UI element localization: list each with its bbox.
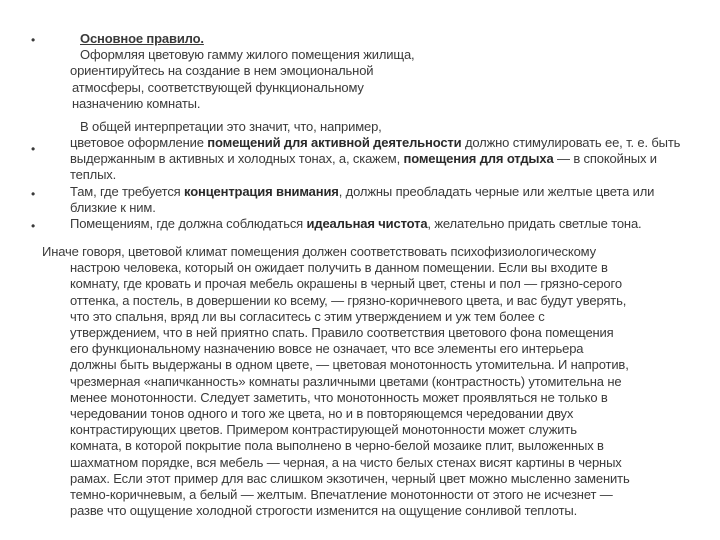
- bullet-dot: •: [31, 142, 36, 156]
- paragraph-line: темно-коричневым, а белый — желтым. Впечатление монотонности от этого не исчезнет —: [70, 487, 613, 503]
- item-text: , желательно придать светлые тона.: [427, 216, 642, 231]
- paragraph-line: утверждением, что в ней приятно спать. Правило соответствия цветового фона помещения: [70, 325, 614, 341]
- item-text: Там, где требуется: [70, 184, 185, 199]
- paragraph-line: должны быть выдержаны в одном цвете, — цветовая монотонность утомительна. И напротив,: [70, 357, 629, 373]
- example-item-concentration: [70, 184, 682, 216]
- paragraph-line: менее монотонности. Следует заметить, что монотонность может проявляться не только в: [70, 389, 608, 405]
- paragraph-line: настрою человека, который он ожидает получить в данном помещении. Если вы входите в: [70, 260, 608, 276]
- paragraph-line: чрезмерная «напичканность» комнаты различными цветами (контрастность) утомительна не: [70, 373, 622, 389]
- paragraph-line: рамах. Если этот пример для вас слишком экзотичен, черный цвет можно мысленно заменить: [70, 470, 630, 486]
- examples-intro: В общей интерпретации это значит, что, например,: [80, 119, 382, 134]
- example-item-active: [70, 135, 682, 184]
- paragraph-line: контрастирующих цветов. Примером контрастирующей монотонности может служить: [70, 422, 577, 438]
- bullet-dot: •: [31, 33, 36, 47]
- rule-line: назначению комнаты.: [72, 95, 201, 111]
- bullet-dot: •: [31, 219, 36, 233]
- paragraph-line: чередовании тонов одного и того же цвета, но и в повторяющемся чередовании двух: [70, 406, 574, 422]
- item-text: должно стимулировать ее, т. е. быть выдержанным в активных и холодных тонах, а, скажем,: [70, 135, 681, 167]
- rule-line: Оформляя цветовую гамму жилого помещения жилища,: [80, 47, 415, 63]
- rule-block: [70, 31, 490, 112]
- item-emphasis: помещения для отдыха: [403, 151, 554, 167]
- bullet-dot: •: [31, 187, 36, 201]
- paragraph-line: его функциональному назначению вовсе не означает, что все элементы его интерьера: [70, 341, 584, 357]
- body-paragraph: [42, 244, 682, 519]
- paragraph-line: разве что ощущение холодной строгости изменится на ощущение сонливой теплоты.: [70, 503, 578, 519]
- rule-heading: Основное правило.: [80, 31, 204, 46]
- rule-line: атмосферы, соответствующей функциональному: [72, 79, 364, 95]
- item-emphasis: концентрация внимания: [184, 184, 339, 199]
- item-emphasis: идеальная чистота: [306, 216, 428, 231]
- paragraph-line: шахматном порядке, вся мебель — черная, а на чисто белых стенах висят картины в черных: [70, 454, 622, 470]
- item-text: , должны преобладать черные или желтые цвета или близкие к ним.: [70, 184, 655, 216]
- item-emphasis: помещений для активной деятельности: [207, 135, 462, 150]
- paragraph-line: что это спальня, вряд ли вы согласитесь с этим утверждением и уж тем более с: [70, 308, 545, 324]
- paragraph-line: Иначе говоря, цветовой климат помещения должен соответствовать психофизиологическому: [42, 244, 596, 259]
- paragraph-line: комната, в которой покрытие пола выполнено в черно-белой мозаике плит, выложенных в: [70, 438, 604, 454]
- item-text: — в спокойных и теплых.: [70, 151, 657, 183]
- item-text: Помещениям, где должна соблюдаться: [70, 216, 307, 231]
- paragraph-line: комнату, где кровать и прочая мебель окрашены в черный цвет, стены и пол — грязно-серого: [70, 276, 622, 292]
- paragraph-line: оттенка, а постель, в довершении ко всему, — грязно-коричневого цвета, и вас будут уверять,: [70, 292, 627, 308]
- rule-line: ориентируйтесь на создание в нем эмоциональной: [70, 63, 374, 79]
- item-text: цветовое оформление: [70, 135, 208, 150]
- example-item-cleanliness: [70, 216, 690, 232]
